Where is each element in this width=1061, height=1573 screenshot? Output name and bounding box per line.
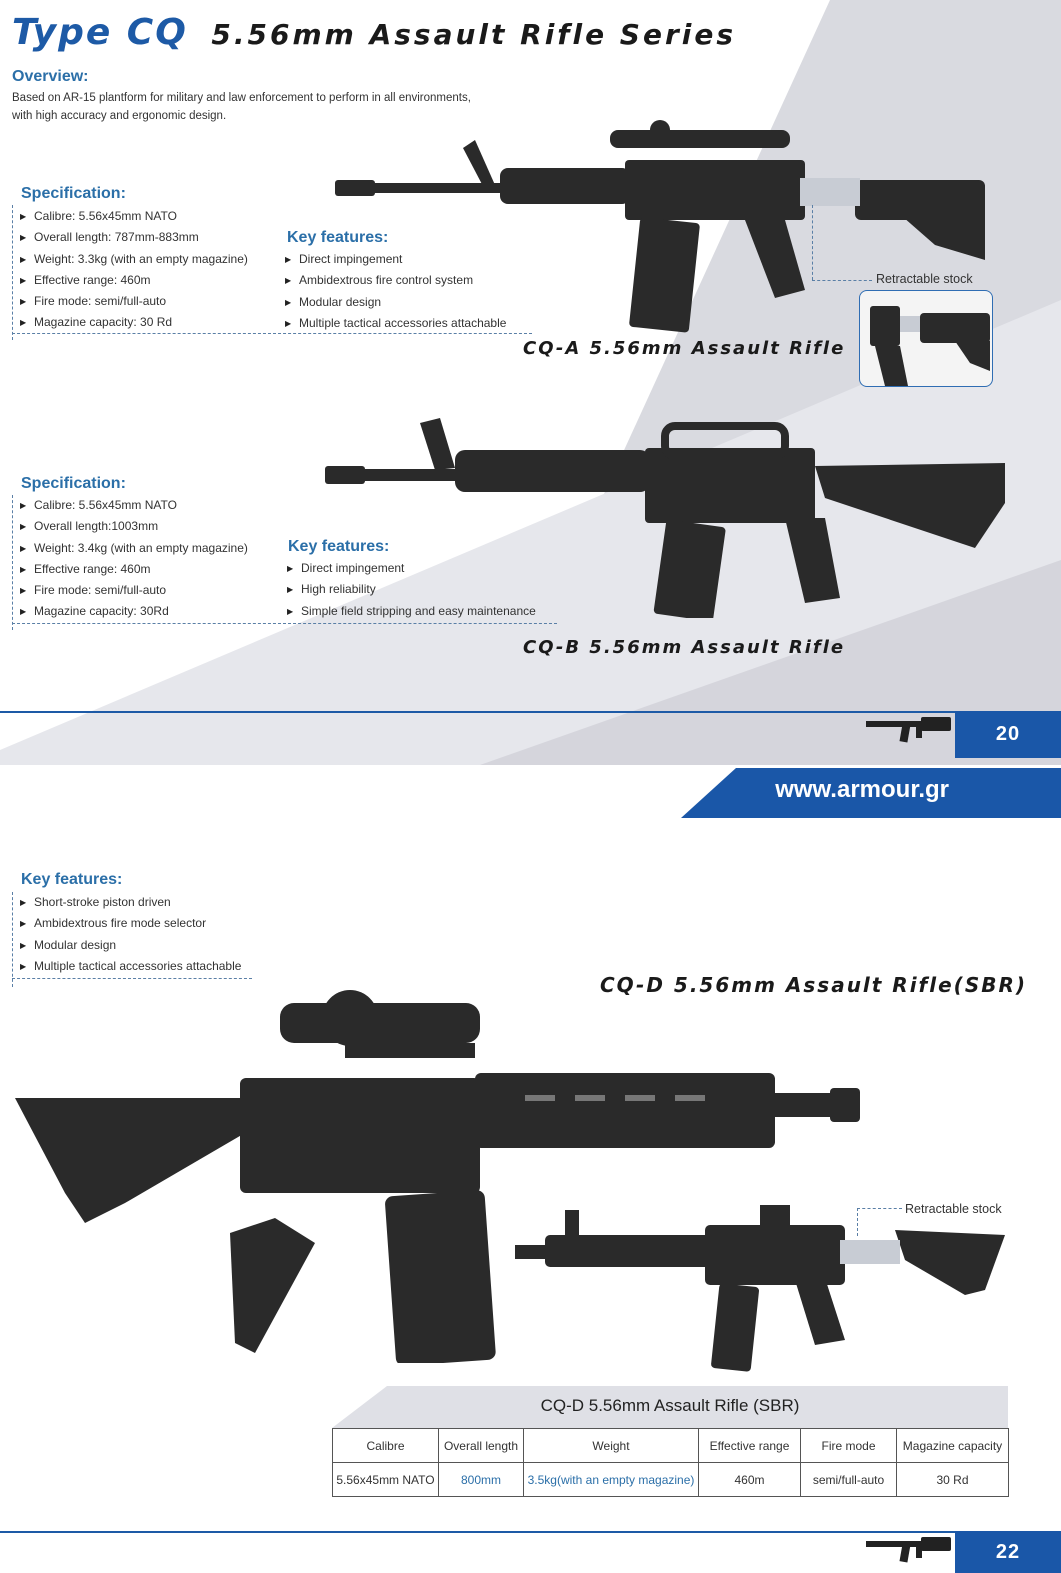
cqd-features-bracket: [12, 892, 13, 987]
cqd-spec-table: [332, 1386, 1008, 1497]
cqd-rifle-side-image: [515, 1200, 1010, 1375]
cqa-features-heading: Key features:: [287, 229, 389, 246]
title-series: 5.56mm Assault Rifle Series: [211, 18, 737, 51]
feature-item: ▶ Short-stroke piston driven: [20, 892, 241, 913]
table-header-band: [332, 1386, 1008, 1428]
rifle-silhouette-icon: [866, 1533, 952, 1563]
overview-line-1: Based on AR-15 plantform for military and law enforcement to perform in all environments,: [12, 92, 471, 104]
callout-line: [812, 280, 872, 281]
feature-item: ▶ Ambidextrous fire mode selector: [20, 913, 241, 934]
cqb-spec-bracket: [12, 495, 13, 630]
spec-item: ▶ Magazine capacity: 30 Rd: [20, 312, 248, 333]
table-header-cell: Magazine capacity: [897, 1429, 1009, 1463]
footer-rule: [0, 1531, 955, 1533]
spec-item: ▶ Magazine capacity: 30Rd: [20, 601, 248, 622]
feature-item: ▶ Simple field stripping and easy maintenance: [287, 601, 536, 622]
table-cell: 30 Rd: [897, 1463, 1009, 1497]
spec-item: ▶ Calibre: 5.56x45mm NATO: [20, 206, 248, 227]
table-header-row: [333, 1429, 1009, 1463]
spec-item: ▶ Overall length:1003mm: [20, 516, 248, 537]
feature-item: ▶ High reliability: [287, 579, 536, 600]
callout-line: [812, 205, 813, 280]
feature-item: ▶ Modular design: [285, 292, 506, 313]
catalog-page-22: [0, 768, 1061, 1573]
spec-item: ▶ Fire mode: semi/full-auto: [20, 291, 248, 312]
cqb-features-list: [287, 558, 536, 622]
cqb-divider: [12, 623, 557, 624]
spec-item: ▶ Weight: 3.4kg (with an empty magazine): [20, 538, 248, 559]
spec-item: ▶ Calibre: 5.56x45mm NATO: [20, 495, 248, 516]
cqa-model-name: CQ-A 5.56mm Assault Rifle: [523, 338, 846, 359]
cqb-model-name: CQ-B 5.56mm Assault Rifle: [523, 637, 846, 658]
spec-item: ▶ Effective range: 460m: [20, 270, 248, 291]
feature-item: ▶ Multiple tactical accessories attachable: [285, 313, 506, 334]
spec-item: ▶ Fire mode: semi/full-auto: [20, 580, 248, 601]
callout-line: [857, 1208, 902, 1209]
overview-heading: Overview:: [12, 68, 89, 85]
feature-item: ▶ Ambidextrous fire control system: [285, 270, 506, 291]
table-cell: 460m: [699, 1463, 801, 1497]
table-caption: CQ-D 5.56mm Assault Rifle (SBR): [540, 1396, 800, 1415]
cqb-spec-heading: Specification:: [21, 475, 126, 492]
spec-item: ▶ Weight: 3.3kg (with an empty magazine): [20, 249, 248, 270]
table-cell: semi/full-auto: [801, 1463, 897, 1497]
table-cell: 3.5kg(with an empty magazine): [524, 1463, 699, 1497]
cqd-callout-retractable-stock: Retractable stock: [905, 1202, 1002, 1216]
feature-item: ▶ Modular design: [20, 935, 241, 956]
stock-detail-inset: [859, 290, 993, 387]
page-title: [12, 12, 736, 53]
title-brand: Type CQ: [12, 12, 188, 53]
catalog-page-20: [0, 0, 1061, 765]
cqa-callout-retractable-stock: Retractable stock: [876, 272, 973, 286]
website-url[interactable]: www.armour.gr: [775, 776, 949, 803]
table-header-cell: Overall length: [439, 1429, 524, 1463]
cqb-features-heading: Key features:: [288, 538, 390, 555]
spec-item: ▶ Overall length: 787mm-883mm: [20, 227, 248, 248]
table-cell: 5.56x45mm NATO: [333, 1463, 439, 1497]
callout-line: [857, 1208, 858, 1236]
cqd-model-name: CQ-D 5.56mm Assault Rifle(SBR): [600, 973, 1028, 997]
footer-rule: [0, 711, 955, 713]
feature-item: ▶ Direct impingement: [285, 249, 506, 270]
spec-table: [332, 1428, 1009, 1497]
cqd-features-heading: Key features:: [21, 871, 123, 888]
feature-item: ▶ Direct impingement: [287, 558, 536, 579]
table-row: [333, 1463, 1009, 1497]
overview-line-2: with high accuracy and ergonomic design.: [12, 110, 227, 122]
cqb-spec-list: [20, 495, 248, 623]
table-header-cell: Fire mode: [801, 1429, 897, 1463]
table-header-cell: Calibre: [333, 1429, 439, 1463]
rifle-silhouette-icon: [866, 713, 952, 743]
feature-item: ▶ Multiple tactical accessories attachable: [20, 956, 241, 977]
table-cell: 800mm: [439, 1463, 524, 1497]
cqa-spec-list: [20, 206, 248, 334]
spec-item: ▶ Effective range: 460m: [20, 559, 248, 580]
table-header-cell: Effective range: [699, 1429, 801, 1463]
page-number: 22: [955, 1531, 1061, 1573]
cqd-features-list: [20, 892, 241, 977]
cqa-spec-bracket: [12, 205, 13, 340]
table-header-cell: Weight: [524, 1429, 699, 1463]
cqa-spec-heading: Specification:: [21, 185, 126, 202]
page-number: 20: [955, 711, 1061, 758]
